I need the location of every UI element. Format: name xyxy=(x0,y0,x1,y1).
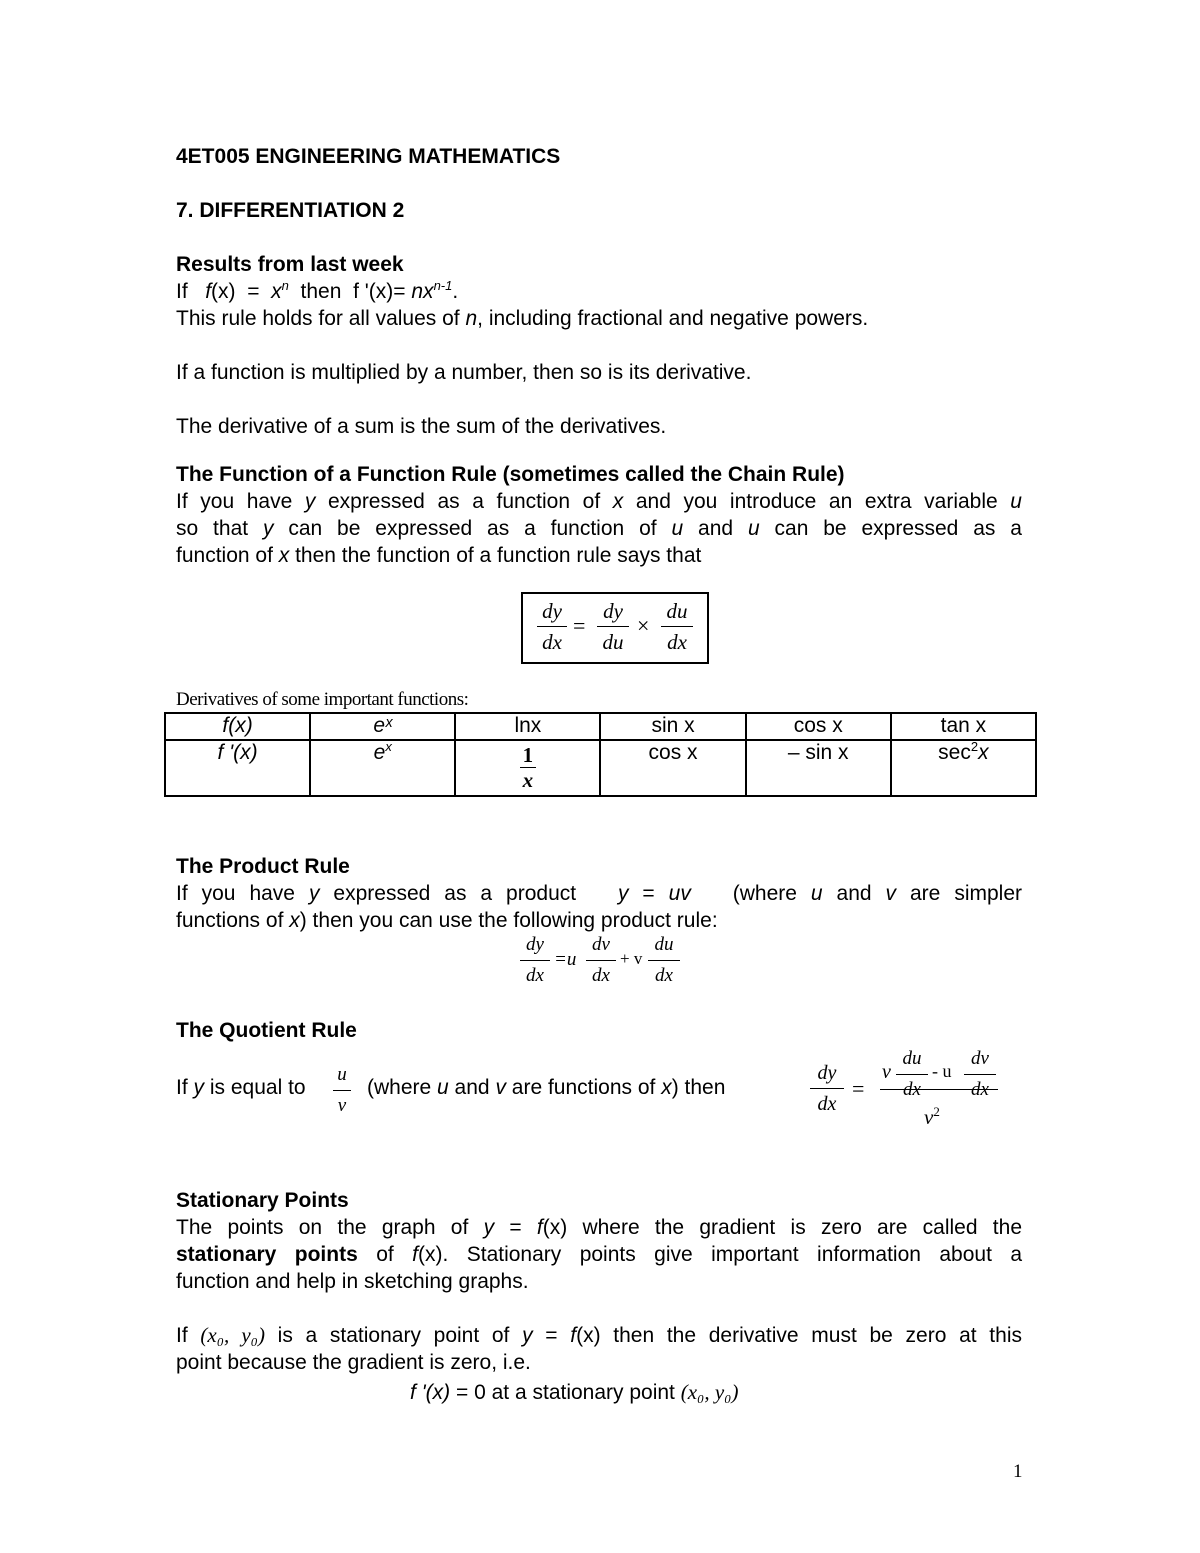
t: – sin x xyxy=(787,741,849,764)
t: where the gradient is zero are called the xyxy=(567,1216,1022,1239)
var-y: y xyxy=(617,882,629,905)
power-rule-then: then xyxy=(300,280,342,303)
var-x: x xyxy=(289,909,300,932)
table-row-functions xyxy=(165,713,1036,740)
var-f: f xyxy=(570,1324,577,1347)
cell-ex-derivative xyxy=(310,740,455,796)
den: dx xyxy=(655,965,673,986)
t: and xyxy=(822,882,886,905)
t: ) then xyxy=(671,1076,726,1099)
cell-cosx-derivative xyxy=(600,740,745,796)
num: dv xyxy=(586,933,616,961)
cell-lnx xyxy=(455,713,600,740)
var-y: y xyxy=(262,517,274,540)
den: dx xyxy=(542,630,562,654)
t: e xyxy=(373,741,386,764)
den: dx xyxy=(667,630,687,654)
t: 2 xyxy=(933,1104,940,1119)
stationary-line-3: function and help in sketching graphs. xyxy=(176,1270,529,1293)
var-u: u xyxy=(810,882,823,905)
multiply-rule: If a function is multiplied by a number, then so is its derivative. xyxy=(176,361,752,384)
equals-sign: = xyxy=(573,613,586,638)
t: stationary points xyxy=(176,1243,358,1266)
product-rule-formula xyxy=(518,933,688,993)
t: ) then you can use the following product rule: xyxy=(299,909,718,932)
num: 1 xyxy=(520,743,537,768)
den: dx xyxy=(971,1079,989,1100)
num: dy xyxy=(520,933,550,961)
t: so that xyxy=(176,517,263,540)
cell-ex xyxy=(310,713,455,740)
t: sec xyxy=(938,741,971,764)
quotient-rule-text-a xyxy=(176,1074,306,1101)
den: dx xyxy=(817,1093,837,1115)
power-rule-end: . xyxy=(452,280,459,303)
t: If xyxy=(176,1324,201,1347)
derivatives-table xyxy=(164,712,1037,797)
t: lnx xyxy=(514,714,542,737)
product-rule-line-1 xyxy=(176,880,1022,907)
num: du xyxy=(648,933,680,961)
t: sin x xyxy=(651,714,695,737)
num: du xyxy=(896,1047,928,1075)
t: can be expressed as a function of xyxy=(273,517,672,540)
var-u: u xyxy=(1010,490,1022,513)
stationary-heading: Stationary Points xyxy=(176,1189,349,1212)
power-rule-fprime: f '(x)= xyxy=(353,280,406,303)
var-u: u xyxy=(437,1076,449,1099)
var-v: v xyxy=(882,1061,891,1083)
table-caption: Derivatives of some important functions: xyxy=(176,689,469,710)
point-x0-y0: (x₀, y₀) xyxy=(200,1323,265,1347)
t: are simpler xyxy=(896,882,1022,905)
plus-v xyxy=(620,949,642,969)
power-rule-eq: = xyxy=(247,280,260,303)
t: (x) xyxy=(417,1243,443,1266)
t: expressed as a function of xyxy=(315,490,613,513)
course-title: 4ET005 ENGINEERING MATHEMATICS xyxy=(176,145,561,168)
chain-du-dx xyxy=(661,599,693,654)
den: dx xyxy=(592,965,610,986)
var-u: u xyxy=(747,517,760,540)
power-rule-note xyxy=(176,305,1022,332)
t: (where xyxy=(367,1076,438,1099)
stationary-line-1 xyxy=(176,1214,1022,1241)
power-rule-n: n xyxy=(281,278,289,293)
t: (x) xyxy=(542,1216,568,1239)
cell-one-over-x xyxy=(455,740,600,796)
power-rule-xn: x xyxy=(271,280,282,303)
num: dy xyxy=(810,1061,844,1089)
power-rule-line xyxy=(176,278,1022,305)
var-y: y xyxy=(483,1216,495,1239)
t: tan x xyxy=(940,714,987,737)
var-y: y xyxy=(308,882,320,905)
t: v xyxy=(924,1105,934,1129)
den: x xyxy=(522,768,534,792)
equals-u: =u xyxy=(554,949,577,970)
t: = 0 at a stationary point xyxy=(450,1381,681,1404)
num: dy xyxy=(537,599,567,627)
note-text-b: , including fractional and negative powers. xyxy=(477,307,869,330)
quotient-u-over-v xyxy=(333,1063,351,1118)
num: du xyxy=(661,599,693,627)
t: x xyxy=(978,741,989,764)
chain-rule-line-3 xyxy=(176,542,1022,569)
t: and you introduce an extra variable xyxy=(623,490,1011,513)
t: and xyxy=(448,1076,496,1099)
var-x: x xyxy=(661,1076,672,1099)
stationary-p2-line-2: point because the gradient is zero, i.e. xyxy=(176,1351,531,1374)
t: The points on the graph of xyxy=(176,1216,484,1239)
var-y: y xyxy=(193,1076,205,1099)
t: are functions of xyxy=(505,1076,662,1099)
t: f(x) xyxy=(222,714,253,737)
t: then the function of a function rule says that xyxy=(289,544,702,567)
var-f: f xyxy=(412,1243,418,1266)
quotient-dv-dx xyxy=(964,1047,996,1102)
den: du xyxy=(602,630,624,654)
quotient-rule-formula xyxy=(808,1045,1008,1135)
t: If you have xyxy=(176,490,305,513)
quotient-rule-heading: The Quotient Rule xyxy=(176,1019,357,1042)
var-x: x xyxy=(612,490,624,513)
cell-sec2x xyxy=(891,740,1036,796)
t: function of xyxy=(176,544,279,567)
t: If xyxy=(176,1076,194,1099)
t: = xyxy=(628,882,669,905)
minus-u: - u xyxy=(932,1061,952,1081)
t: of xyxy=(357,1243,413,1266)
power-rule-if: If xyxy=(176,280,188,303)
quotient-rule-text-b xyxy=(367,1074,725,1101)
quotient-du-dx xyxy=(896,1047,928,1102)
quotient-v-squared xyxy=(924,1105,940,1130)
t: is a stationary point of xyxy=(264,1324,523,1347)
sum-rule: The derivative of a sum is the sum of the derivatives. xyxy=(176,415,667,438)
var-uv: uv xyxy=(668,882,691,905)
cell-fx xyxy=(165,713,310,740)
page-number: 1 xyxy=(1013,1461,1023,1482)
t: f '(x) xyxy=(217,741,258,764)
num: dy xyxy=(597,599,629,627)
cell-cosx xyxy=(746,713,891,740)
t: + v xyxy=(620,949,643,968)
t: = xyxy=(532,1324,571,1347)
t: expressed as a product xyxy=(319,882,591,905)
power-rule-f: f xyxy=(205,280,212,303)
var-y: y xyxy=(522,1324,533,1347)
t: cos x xyxy=(648,741,698,764)
note-text-a: This rule holds for all values of xyxy=(176,307,466,330)
var-v: v xyxy=(495,1076,506,1099)
product-rule-line-2 xyxy=(176,907,1022,934)
t: and xyxy=(683,517,748,540)
table-row-derivatives xyxy=(165,740,1036,796)
chain-rule-line-1 xyxy=(176,488,1022,515)
den: v xyxy=(337,1095,347,1116)
power-rule-nx: nx xyxy=(411,280,434,303)
chapter-title: 7. DIFFERENTIATION 2 xyxy=(176,199,405,222)
t: (x) xyxy=(576,1324,601,1347)
t: If you have xyxy=(176,882,309,905)
equals-sign: = xyxy=(852,1076,865,1101)
t: then the derivative must be zero at this xyxy=(600,1324,1022,1347)
product-dy-dx xyxy=(520,933,550,988)
chain-rule-line-2 xyxy=(176,515,1022,542)
t: (where xyxy=(718,882,811,905)
t: is equal to xyxy=(204,1076,306,1099)
t: can be expressed as a xyxy=(759,517,1022,540)
cell-tanx xyxy=(891,713,1036,740)
t: 2 xyxy=(970,739,979,754)
power-rule-x: (x) xyxy=(211,280,236,303)
num: u xyxy=(333,1063,351,1091)
stationary-line-2 xyxy=(176,1241,1022,1268)
t: f '(x) xyxy=(410,1381,451,1404)
num: dv xyxy=(964,1047,996,1075)
t: . Stationary points give important information about a xyxy=(442,1243,1022,1266)
product-dv-dx xyxy=(586,933,616,988)
note-n: n xyxy=(465,307,478,330)
cell-fprime xyxy=(165,740,310,796)
var-u: u xyxy=(671,517,684,540)
point-x0-y0: (x₀, y₀) xyxy=(680,1380,739,1404)
stationary-p2-line-1 xyxy=(176,1322,1022,1349)
last-week-heading: Results from last week xyxy=(176,253,404,276)
chain-rule-heading: The Function of a Function Rule (sometimes called the Chain Rule) xyxy=(176,463,845,486)
var-f: f xyxy=(536,1216,543,1239)
cell-sinx xyxy=(600,713,745,740)
chain-dy-dx xyxy=(537,599,567,654)
t: x xyxy=(385,739,392,754)
chain-dy-du xyxy=(597,599,629,654)
product-du-dx xyxy=(648,933,680,988)
times-sign: × xyxy=(637,613,650,638)
den: dx xyxy=(903,1079,921,1100)
t: cos x xyxy=(793,714,843,737)
quotient-dy-dx xyxy=(810,1061,844,1116)
power-rule-n1: n-1 xyxy=(433,278,453,293)
var-y: y xyxy=(304,490,316,513)
var-x: x xyxy=(278,544,290,567)
var-v: v xyxy=(885,882,897,905)
t: functions of xyxy=(176,909,290,932)
product-rule-heading: The Product Rule xyxy=(176,855,350,878)
den: dx xyxy=(526,965,544,986)
chain-rule-formula-box xyxy=(521,592,709,664)
cell-minus-sinx xyxy=(746,740,891,796)
t: eˣ xyxy=(373,714,393,737)
stationary-condition xyxy=(410,1379,738,1406)
t: = xyxy=(494,1216,537,1239)
